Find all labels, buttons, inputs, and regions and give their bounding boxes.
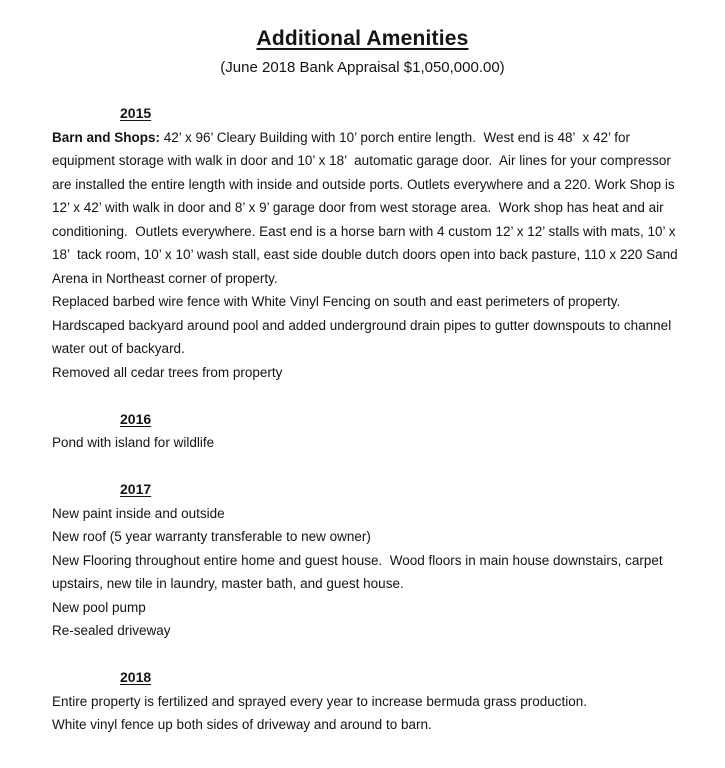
page-subtitle: (June 2018 Bank Appraisal $1,050,000.00)	[220, 59, 505, 76]
year-heading-2017: 2017	[120, 481, 152, 497]
text-line: 18’ tack room, 10’ x 10’ wash stall, east side double dutch doors open into back pasture, 110 x 220 Sand	[52, 247, 678, 262]
lead-rest-text: 42’ x 96’ Cleary Building with 10’ porch entire length. West end is 48’ x 42’ for	[160, 129, 631, 145]
text-line: New roof (5 year warranty transferable to new owner)	[52, 529, 371, 544]
text-line: New paint inside and outside	[52, 505, 225, 521]
text-line: White vinyl fence up both sides of driveway and around to barn.	[52, 717, 432, 732]
text-line: Arena in Northeast corner of property.	[52, 270, 278, 286]
text-line: Hardscaped backyard around pool and added underground drain pipes to gutter downspouts to channel	[52, 317, 672, 333]
section-2015	[52, 102, 695, 384]
text-line: Pond with island for wildlife	[52, 435, 215, 450]
text-line: Replaced barbed wire fence with White Vinyl Fencing on south and east perimeters of property.	[52, 294, 621, 309]
text-line: 12’ x 42’ with walk in door and 8’ x 9’ garage door from west storage area. Work shop has heat and air	[52, 200, 664, 215]
text-line: Re-sealed driveway	[52, 623, 171, 638]
text-line: equipment storage with walk in door and 10’ x 18’ automatic garage door. Air lines for your compressor	[52, 153, 671, 168]
page-title: Additional Amenities	[256, 27, 469, 50]
section-2018	[52, 666, 695, 737]
document-header	[0, 0, 725, 77]
text-line: Removed all cedar trees from property	[52, 364, 283, 380]
text-line: New pool pump	[52, 599, 146, 615]
lead-bold-label: Barn and Shops:	[52, 129, 161, 145]
year-heading-2016: 2016	[120, 410, 152, 427]
year-heading-2018: 2018	[120, 669, 152, 685]
document-body	[0, 102, 725, 737]
section-2016	[52, 408, 695, 455]
text-line: upstairs, new tile in laundry, master bath, and guest house.	[52, 576, 404, 591]
text-line: water out of backyard.	[52, 341, 185, 356]
text-line: New Flooring throughout entire home and guest house. Wood floors in main house downstairs, carpet	[52, 552, 663, 568]
year-heading-2015: 2015	[120, 105, 152, 121]
text-line: conditioning. Outlets everywhere. East end is a horse barn with 4 custom 12’ x 12’ stalls with mats, 10’ x	[52, 223, 676, 239]
text-line	[52, 126, 695, 150]
section-2017	[52, 478, 695, 643]
text-line: are installed the entire length with inside and outside ports. Outlets everywhere and a 220. Work Shop is	[52, 176, 675, 192]
text-line: Entire property is fertilized and sprayed every year to increase bermuda grass production.	[52, 693, 588, 709]
